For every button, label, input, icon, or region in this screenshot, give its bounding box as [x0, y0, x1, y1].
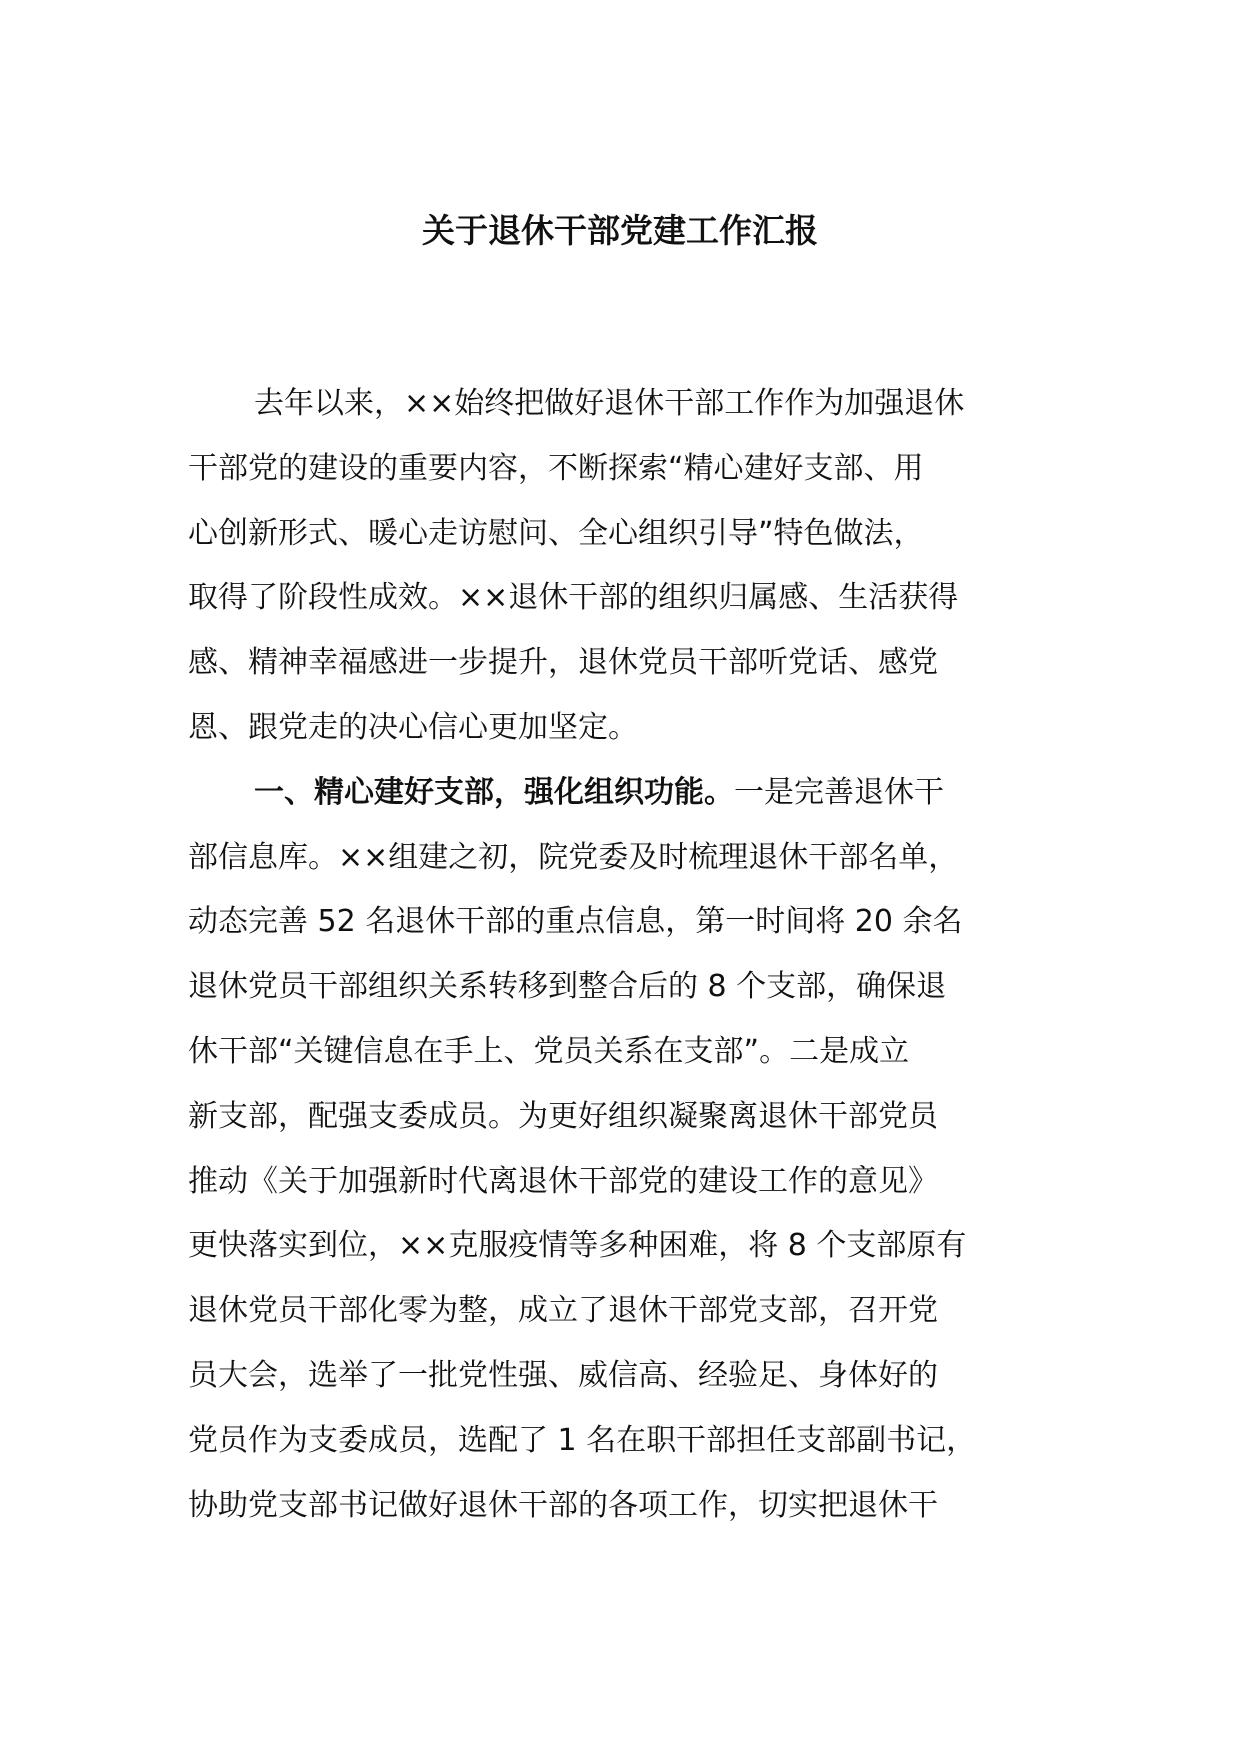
section-1-heading: 一、精心建好支部，强化组织功能。: [254, 774, 734, 810]
section-1-first-line: [188, 761, 1088, 826]
text-line: 休干部“关键信息在手上、党员关系在支部”。二是成立: [188, 1033, 910, 1069]
text-line: 新支部，配强支委成员。为更好组织凝聚离退休干部党员: [188, 1098, 938, 1134]
section-1-paragraph: [188, 761, 1088, 1539]
text-line: 取得了阶段性成效。××退休干部的组织归属感、生活获得: [188, 580, 959, 616]
text-line: 退休党员干部组织关系转移到整合后的 8 个支部，确保退: [188, 969, 947, 1005]
document-title: 关于退休干部党建工作汇报: [422, 211, 818, 250]
text-line: 协助党支部书记做好退休干部的各项工作，切实把退休干: [188, 1487, 938, 1523]
section-1-first-line-text: 一是完善退休干: [734, 774, 944, 810]
document-body: [188, 372, 1088, 1538]
text-line: 恩、跟党走的决心信心更加坚定。: [188, 709, 638, 745]
text-line: 退休党员干部化零为整，成立了退休干部党支部，召开党: [188, 1293, 938, 1329]
text-line: 部信息库。××组建之初，院党委及时梳理退休干部名单，: [188, 839, 959, 875]
text-line: 动态完善 52 名退休干部的重点信息，第一时间将 20 余名: [188, 904, 963, 940]
text-line: 感、精神幸福感进一步提升，退休党员干部听党话、感党: [188, 645, 938, 681]
text-line: 干部党的建设的重要内容，不断探索“精心建好支部、用: [188, 450, 924, 486]
text-line: 党员作为支委成员，选配了 1 名在职干部担任支部副书记，: [188, 1422, 977, 1458]
intro-paragraph: [188, 372, 1088, 761]
text-line: 更快落实到位，××克服疫情等多种困难，将 8 个支部原有: [188, 1228, 967, 1264]
text-line: 推动《关于加强新时代离退休干部党的建设工作的意见》: [188, 1163, 938, 1199]
text-line: 心创新形式、暖心走访慰问、全心组织引导”特色做法，: [188, 515, 924, 551]
text-line: 员大会，选举了一批党性强、威信高、经验足、身体好的: [188, 1357, 938, 1393]
text-line: 去年以来，××始终把做好退休干部工作作为加强退休: [254, 386, 965, 421]
